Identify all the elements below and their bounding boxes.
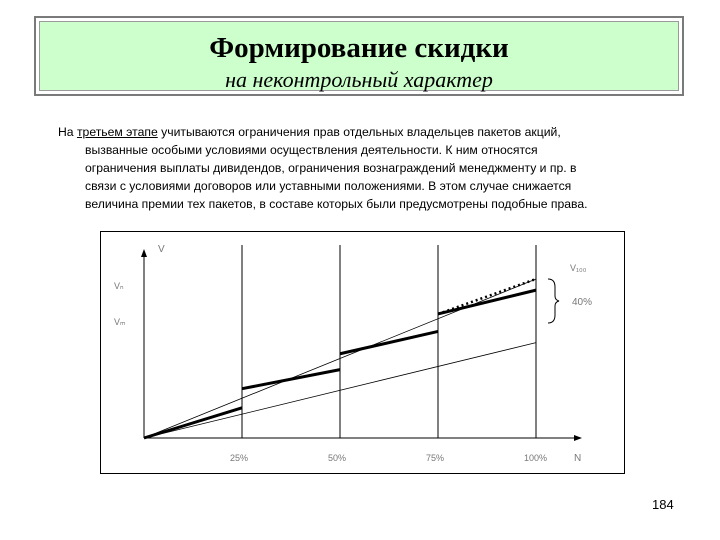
paragraph-line-1-rest: учитываются ограничения прав отдельных владельцев пакетов акций, xyxy=(157,125,561,139)
paragraph-prefix: На xyxy=(58,125,77,139)
x-tick-label: 75% xyxy=(426,453,445,463)
discount-chart xyxy=(100,231,625,474)
v100-label: V₁₀₀ xyxy=(570,263,587,273)
page-title: Формирование скидки xyxy=(209,32,509,64)
x-axis-label: N xyxy=(574,453,582,464)
chart-frame xyxy=(101,232,625,474)
y-label-vm: Vₘ xyxy=(114,317,126,327)
paragraph-line-4: связи с условиями договоров или уставными положениями. В этом случае снижается xyxy=(85,179,572,193)
page-subtitle: на неконтрольный характер xyxy=(225,67,493,92)
y-label-vn: Vₙ xyxy=(114,281,124,291)
x-tick-label: 100% xyxy=(524,453,548,463)
bracket-label: 40% xyxy=(572,297,593,308)
paragraph-line-5: величина премии тех пакетов, в составе которых были предусмотрены подобные права. xyxy=(85,197,588,211)
page-number: 184 xyxy=(652,497,674,512)
y-axis-label: V xyxy=(158,244,165,255)
title-box xyxy=(34,16,684,96)
paragraph-emphasis: третьем этапе xyxy=(76,125,158,139)
paragraph-line-3: ограничения выплаты дивидендов, ограничения вознаграждений менеджменту и пр. в xyxy=(85,161,577,175)
body-paragraph xyxy=(58,123,668,213)
paragraph-line-1 xyxy=(58,123,668,141)
x-tick-label: 50% xyxy=(328,453,347,463)
paragraph-line-2: вызванные особыми условиями осуществления деятельности. К ним относятся xyxy=(85,143,538,157)
x-tick-label: 25% xyxy=(230,453,249,463)
